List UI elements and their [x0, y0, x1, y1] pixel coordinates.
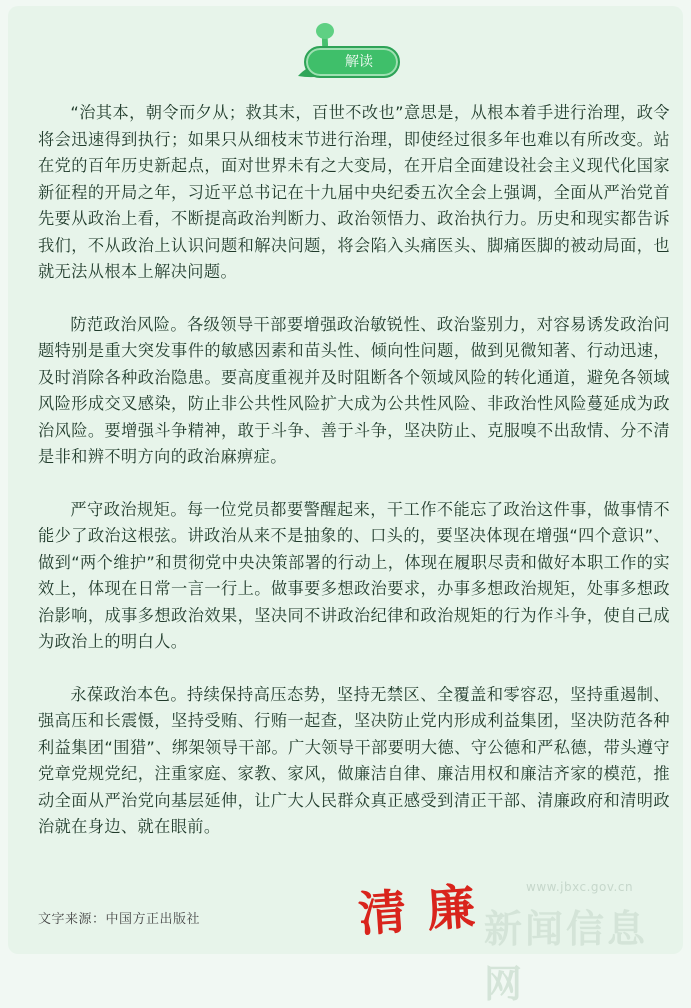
- site-url: www.jbxc.gov.cn: [526, 880, 634, 894]
- article-body: [38, 100, 670, 867]
- footer-logo: [356, 866, 688, 1006]
- badge-label: 解读: [304, 46, 400, 78]
- source-note: 文字来源：中国方正出版社: [38, 912, 201, 927]
- content-card: [8, 6, 683, 1006]
- section-badge: [294, 18, 406, 88]
- site-name-watermark: 新闻信息网: [484, 907, 649, 1006]
- paragraph: 严守政治规矩。每一位党员都要警醒起来，干工作不能忘了政治这件事，做事情不能少了政治这根弦。讲政治从来不是抽象的、口头的，要坚决体现在增强“四个意识”、做到“两个维护”和贯彻党中央决策部署的行动上，体现在履职尽责和做好本职工作的实效上，体现在日常一言一行上。做事要多想政治要求，办事多想政治规矩，处事多想政治影响，成事多想政治效果，坚决同不讲政治纪律和政治规矩的行为作斗争，使自己成为政治上的明白人。: [38, 499, 670, 651]
- paragraph: “治其本，朝令而夕从；救其末，百世不改也”意思是，从根本着手进行治理，政令将会迅速得到执行；如果只从细枝末节进行治理，即使经过很多年也难以有所改变。站在党的百年历史新起点，面对世界未有之大变局，在开启全面建设社会主义现代化国家新征程的开局之年，习近平总书记在十九届中央纪委五次全会上强调，全面从严治党首先要从政治上看，不断提高政治判断力、政治领悟力、政治执行力。历史和现实都告诉我们，不从政治上认识问题和解决问题，将会陷入头痛医头、脚痛医脚的被动局面，也就无法从根本上解决问题。: [38, 103, 670, 281]
- paragraph: 防范政治风险。各级领导干部要增强政治敏锐性、政治鉴别力，对容易诱发政治问题特别是重大突发事件的敏感因素和苗头性、倾向性问题，做到见微知著、行动迅速，及时消除各种政治隐患。要高度重视并及时阻断各个领域风险的转化通道，避免各领域风险形成交叉感染，防止非公共性风险扩大成为公共性风险、非政治性风险蔓延成为政治风险。要增强斗争精神，敢于斗争、善于斗争，坚决防止、克服嗅不出敌情、分不清是非和辨不明方向的政治麻痹症。: [38, 314, 670, 466]
- paragraph: 永葆政治本色。持续保持高压态势，坚持无禁区、全覆盖和零容忍，坚持重遏制、强高压和长震慑，坚持受贿、行贿一起查，坚决防止党内形成利益集团，坚决防范各种利益集团“围猎”、绑架领导干部。广大领导干部要明大德、守公德和严私德，带头遵守党章党规党纪，注重家庭、家教、家风，做廉洁自律、廉洁用权和廉洁齐家的模范，推动全面从严治党向基层延伸，让广大人民群众真正感受到清正干部、清廉政府和清明政治就在身边、就在眼前。: [38, 684, 670, 836]
- seal-calligraphy: 清 廉: [356, 878, 479, 944]
